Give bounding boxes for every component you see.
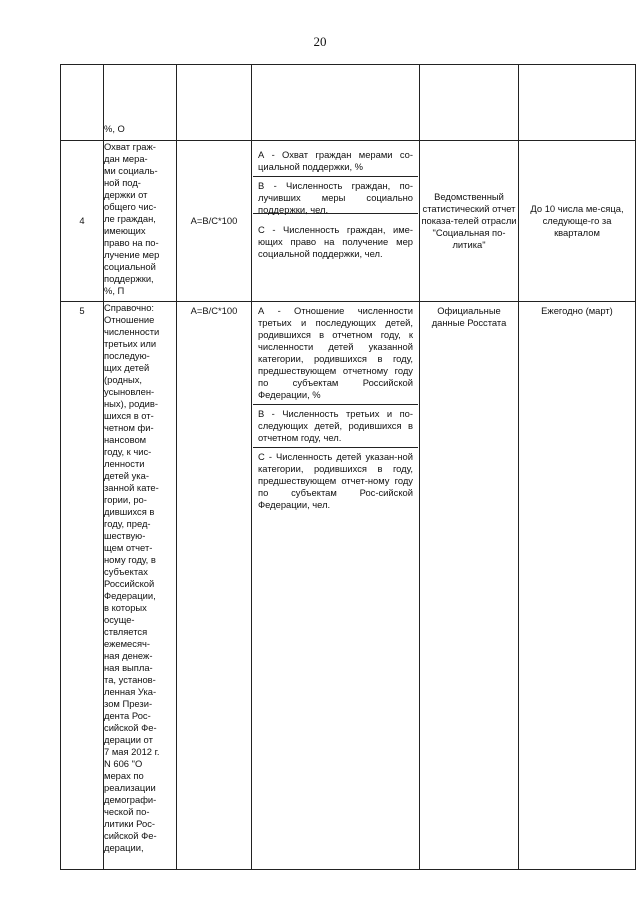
indicator-name-line: нансовом (104, 434, 147, 445)
deadline-cell (519, 302, 636, 870)
indicator-name-line: дента Рос- (104, 710, 151, 721)
indicator-name-line: ному году, в (104, 554, 156, 565)
component-b: В - Численность третьих и по-следующих детей, родившихся в отчетном году, чел. (253, 405, 418, 448)
indicator-name-line: гории, ро- (104, 494, 147, 505)
indicator-table (60, 64, 636, 870)
component-b: В - Численность граждан, по-лучивших меры социально поддержки, чел. (253, 177, 418, 214)
indicator-name-line: имеющих (104, 225, 146, 236)
indicator-name-line: ческой по- (104, 806, 150, 817)
table-row (61, 65, 636, 141)
row-number-cell (61, 65, 104, 141)
indicator-name-line: сийской Фе- (104, 830, 157, 841)
indicator-name-line: дерации, (104, 842, 144, 853)
source-text: Ведомственный статистический отчет показа-телей отрасли "Социальная по-литика" (421, 191, 517, 250)
components-cell (252, 65, 420, 141)
deadline-cell (519, 141, 636, 302)
indicator-name-line: та, установ- (104, 674, 156, 685)
indicator-name-line: сийской Фе- (104, 722, 157, 733)
row-number: 5 (79, 305, 85, 316)
indicator-name-line: дан мера- (104, 153, 148, 164)
indicator-name-line: ной под- (104, 177, 141, 188)
indicator-name-line: году, пред- (104, 518, 151, 529)
indicator-name-line: Справочно: (104, 302, 155, 313)
indicator-name-line: ная денеж- (104, 650, 153, 661)
indicator-name-cell (104, 141, 177, 302)
indicator-name-line: мерах по (104, 770, 144, 781)
indicator-name-line: (родных, (104, 374, 143, 385)
component-a: А - Охват граждан мерами со-циальной поддержки, % (253, 141, 418, 177)
components-cell (252, 141, 420, 302)
source-cell (420, 65, 519, 141)
indicator-name-line: Федерации, (104, 590, 156, 601)
indicator-name-line: ми социаль- (104, 165, 158, 176)
indicator-name-line: в которых (104, 602, 147, 613)
table-row (61, 141, 636, 302)
indicator-name-line: 7 мая 2012 г. (104, 746, 160, 757)
indicator-name-line: ствляется (104, 626, 148, 637)
indicator-name-line: реализации (104, 782, 156, 793)
source-text: Официальные данные Росстата (431, 305, 507, 328)
row-number-cell (61, 141, 104, 302)
component-c: С - Численность граждан, име-ющих право на получение мер социальной поддержки, чел. (258, 224, 413, 259)
formula-cell (177, 65, 252, 141)
indicator-name-line: демографи- (104, 794, 157, 805)
indicator-name-line: держки от (104, 189, 148, 200)
row-number: 4 (79, 215, 85, 226)
indicator-name-line: осуще- (104, 614, 135, 625)
indicator-name-line: %, О (104, 123, 125, 134)
indicator-name-line: детей ука- (104, 470, 149, 481)
indicator-name-line: щем отчет- (104, 542, 153, 553)
indicator-name-line: ежемесяч- (104, 638, 151, 649)
indicator-name-line: ленная Ука- (104, 686, 157, 697)
indicator-name-line: третьих или (104, 338, 157, 349)
indicator-name-line: литики Рос- (104, 818, 156, 829)
indicator-name-line: году, к чис- (104, 446, 152, 457)
indicator-name-line: право на по- (104, 237, 159, 248)
formula-cell (177, 302, 252, 870)
formula: A=B/C*100 (190, 305, 238, 316)
indicator-name-line: лучение мер (104, 249, 160, 260)
indicator-name-line: дившихся в (104, 506, 155, 517)
indicator-name-line: четном фи- (104, 422, 154, 433)
components-cell (252, 302, 420, 870)
formula: A=B/C*100 (190, 215, 238, 226)
component-a: А - Отношение численности третьих и последующих детей, родившихся в отчетном году, к численности детей указанной категории, родившихся в году, предшествующем отчетному году по субъектам Российской Федерации, % (253, 302, 418, 405)
indicator-name-line: щих детей (104, 362, 150, 373)
indicator-name-line: ных), родив- (104, 398, 158, 409)
indicator-name-line: шествую- (104, 530, 146, 541)
indicator-name-line: социальной (104, 261, 156, 272)
indicator-name-line: N 606 "О (104, 758, 143, 769)
indicator-name-cell (104, 65, 177, 141)
deadline-text: До 10 числа ме-сяца, следующе-го за кварталом (530, 203, 624, 238)
deadline-text: Ежегодно (март) (541, 305, 613, 316)
indicator-name-line: Российской (104, 578, 155, 589)
indicator-name-line: %, П (104, 285, 125, 296)
indicator-name-line: последую- (104, 350, 150, 361)
indicator-name-line: общего чис- (104, 201, 157, 212)
indicator-name-line: субъектах (104, 566, 148, 577)
indicator-name-line: численности (104, 326, 160, 337)
indicator-name-line: усыновлен- (104, 386, 155, 397)
formula-cell (177, 141, 252, 302)
component-c: С - Численность детей указан-ной категории, родившихся в году, предшествующем отчет-ному году по субъектам Рос-сийской Федерации, чел. (258, 451, 413, 510)
indicator-name-cell (104, 302, 177, 870)
page-number: 20 (313, 34, 327, 49)
indicator-name-line: занной кате- (104, 482, 159, 493)
indicator-name-line: ная выпла- (104, 662, 153, 673)
source-cell (420, 141, 519, 302)
deadline-cell (519, 65, 636, 141)
table-row (61, 302, 636, 870)
indicator-name-line: поддержки, (104, 273, 154, 284)
indicator-name-line: Охват граж- (104, 141, 156, 152)
indicator-name-line: шихся в от- (104, 410, 154, 421)
row-number-cell (61, 302, 104, 870)
source-cell (420, 302, 519, 870)
indicator-name-line: ле граждан, (104, 213, 156, 224)
indicator-name-line: ленности (104, 458, 145, 469)
indicator-name-line: зом Прези- (104, 698, 153, 709)
indicator-name-line: дерации от (104, 734, 153, 745)
indicator-name-line: Отношение (104, 314, 155, 325)
